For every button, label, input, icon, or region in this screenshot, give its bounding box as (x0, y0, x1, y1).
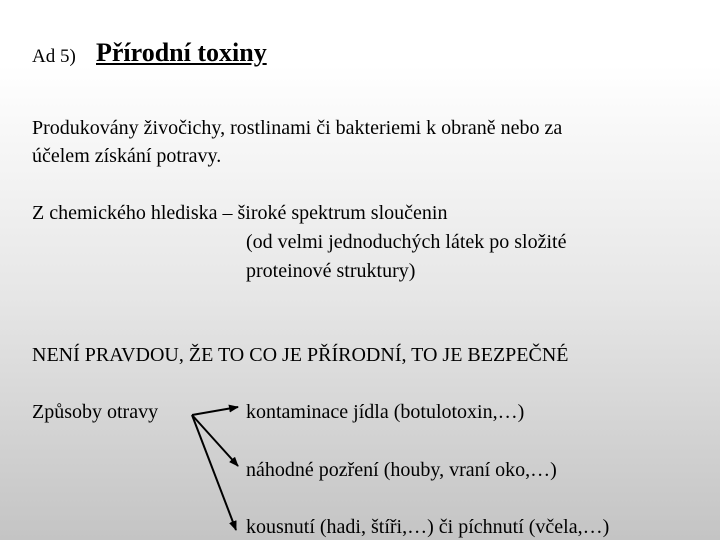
poisoning-ways-label: Způsoby otravy (32, 401, 159, 423)
paragraph-2-line-2: (od velmi jednoduchých látek po složité (246, 231, 567, 253)
warning-statement: NENÍ PRAVDOU, ŽE TO CO JE PŘÍRODNÍ, TO JE BEZPEČNÉ (32, 344, 569, 366)
poisoning-way-item: kousnutí (hadi, štíři,…) či píchnutí (včela,…) (246, 516, 610, 538)
arrow-to-way-3 (192, 415, 236, 530)
slide-title: Přírodní toxiny (96, 38, 267, 67)
poisoning-way-item: kontaminace jídla (botulotoxin,…) (246, 401, 525, 423)
paragraph-2-line-3: proteinové struktury) (246, 260, 416, 282)
paragraph-1-line-1: Produkovány živočichy, rostlinami či bakteriemi k obraně nebo za (32, 117, 563, 139)
paragraph-1-line-2: účelem získání potravy. (32, 145, 222, 167)
paragraph-2-line-1: Z chemického hlediska – široké spektrum sloučenin (32, 202, 448, 224)
arrow-to-way-1 (192, 407, 238, 415)
title-prefix: Ad 5) (32, 46, 76, 67)
poisoning-way-item: náhodné pozření (houby, vraní oko,…) (246, 459, 557, 481)
arrow-to-way-2 (192, 415, 238, 466)
